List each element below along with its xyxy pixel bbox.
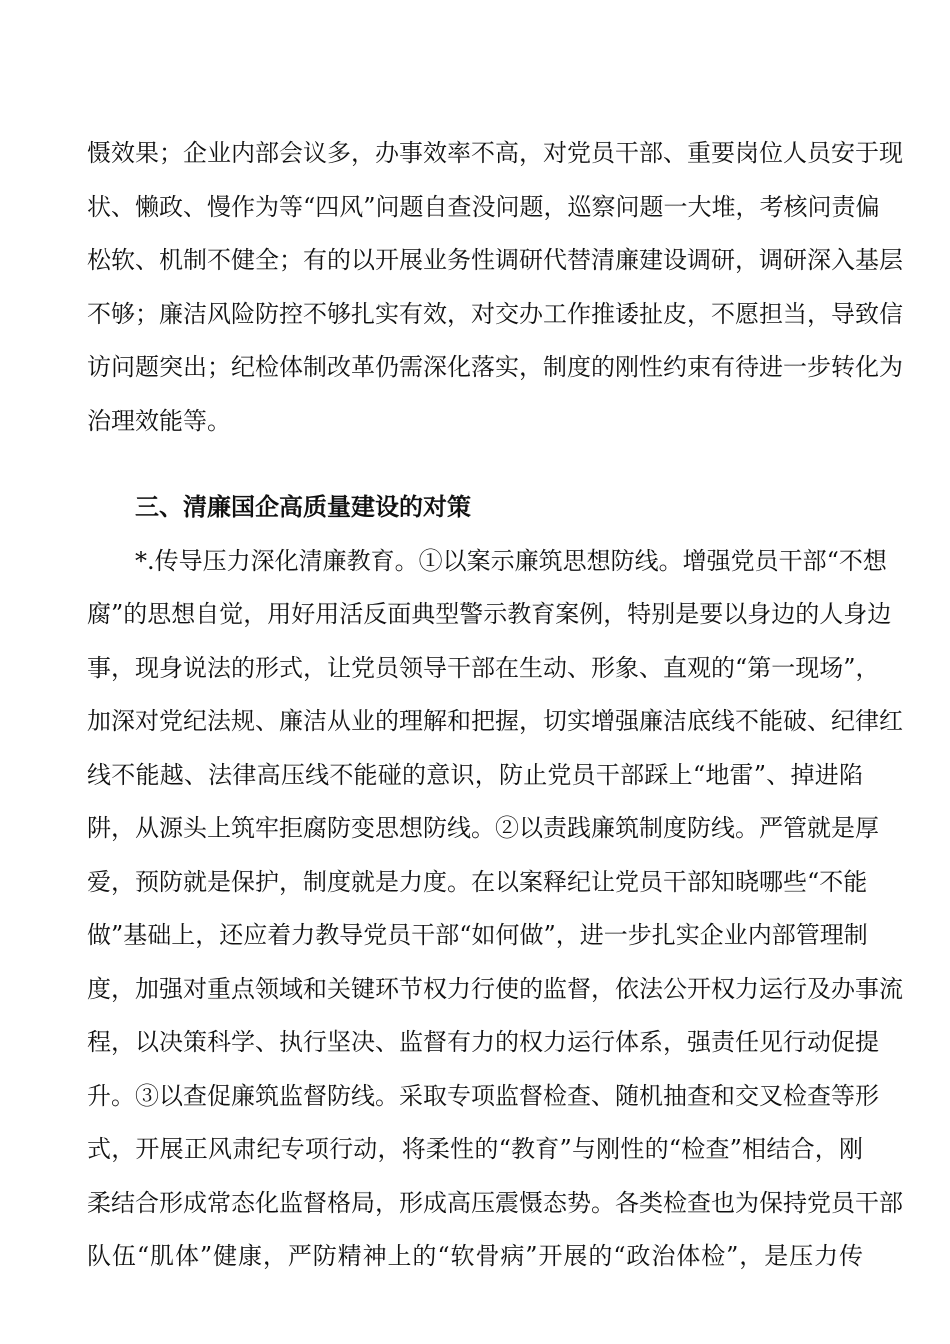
- paragraph-spacer: [87, 448, 863, 481]
- text-line: 状、懒政、慢作为等“四风”问题自查没问题，巡察问题一大堆，考核问责偏: [87, 192, 880, 221]
- text-line: 做”基础上，还应着力教导党员干部“如何做”，进一步扎实企业内部管理制: [87, 921, 868, 949]
- text-line: 柔结合形成常态化监督格局，形成高压震慑态势。各类检查也为保持党员干部: [87, 1188, 903, 1217]
- text-line: 腐”的思想自觉，用好用活反面典型警示教育案例，特别是要以身边的人身边: [87, 600, 892, 628]
- text-line: 爱，预防就是保护，制度就是力度。在以案释纪让党员干部知晓哪些“不能: [87, 867, 868, 896]
- text-line: 程，以决策科学、执行坚决、监督有力的权力运行体系，强责任见行动促提: [87, 1028, 879, 1056]
- text-line: 阱，从源头上筑牢拒腐防变思想防线。②以责践廉筑制度防线。严管就是厚: [87, 814, 879, 842]
- text-line: 加深对党纪法规、廉洁从业的理解和把握，切实增强廉洁底线不能破、纪律红: [87, 707, 903, 735]
- paragraph-problems: [87, 127, 903, 448]
- text-line: 事，现身说法的形式，让党员领导干部在生动、形象、直观的“第一现场”，: [87, 653, 880, 682]
- paragraph-countermeasures: [87, 535, 903, 1284]
- text-line: 度，加强对重点领域和关键环节权力行使的监督，依法公开权力运行及办事流: [87, 974, 903, 1003]
- text-line: 线不能越、法律高压线不能碰的意识，防止党员干部踩上“地雷”、掉进陷: [87, 760, 863, 789]
- section-heading: 三、清廉国企高质量建设的对策: [135, 493, 471, 521]
- text-line: 式，开展正风肃纪专项行动，将柔性的“教育”与刚性的“检查”相结合，刚: [87, 1135, 863, 1163]
- text-line: 慑效果；企业内部会议多，办事效率不高，对党员干部、重要岗位人员安于现: [87, 139, 903, 167]
- document-body: [87, 127, 903, 1284]
- text-line: 升。③以查促廉筑监督防线。采取专项监督检查、随机抽查和交叉检查等形: [87, 1081, 879, 1110]
- text-line: 访问题突出；纪检体制改革仍需深化落实，制度的刚性约束有待进一步转化为: [87, 353, 903, 381]
- text-line: 队伍“肌体”健康，严防精神上的“软骨病”开展的“政治体检”，是压力传: [87, 1242, 863, 1270]
- text-line: 松软、机制不健全；有的以开展业务性调研代替清廉建设调研，调研深入基层: [87, 246, 903, 274]
- text-line: 不够；廉洁风险防控不够扎实有效，对交办工作推诿扯皮，不愿担当，导致信: [87, 299, 903, 328]
- text-line: 治理效能等。: [87, 406, 231, 435]
- text-line: *.传导压力深化清廉教育。①以案示廉筑思想防线。增强党员干部“不想: [135, 546, 887, 575]
